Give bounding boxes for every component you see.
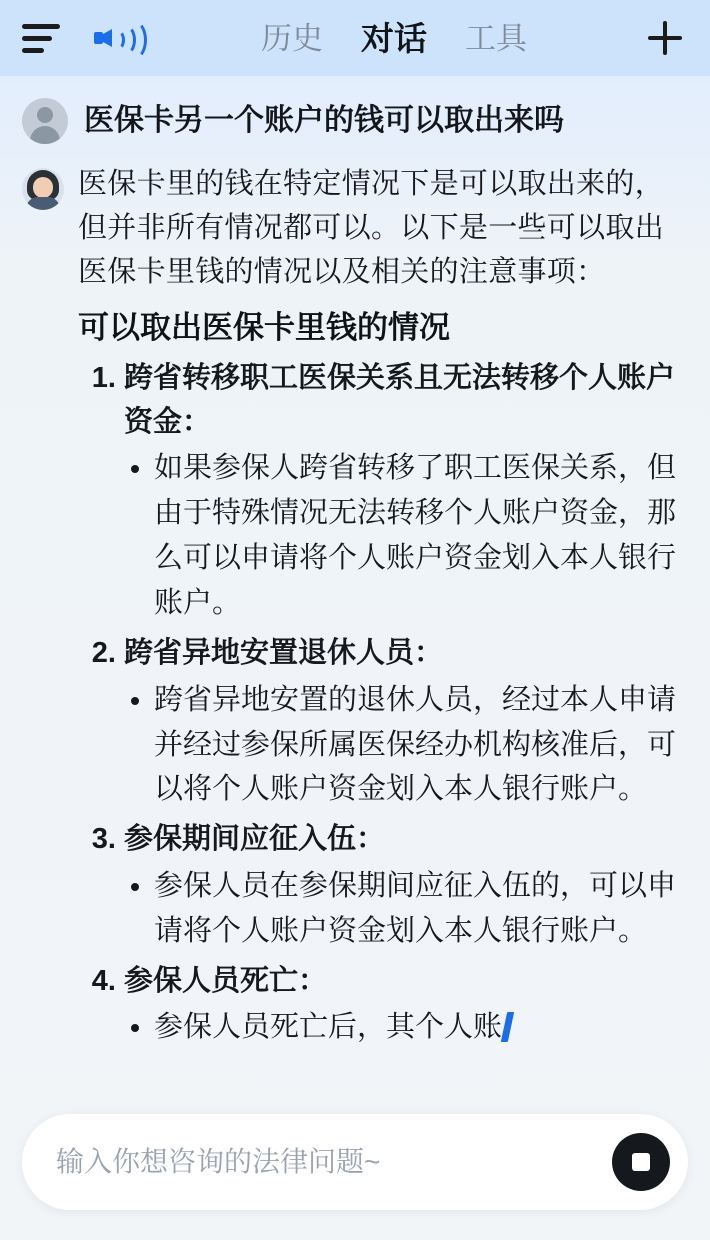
avatar-body	[26, 197, 60, 210]
list-item	[124, 960, 688, 1050]
speaker-volume-icon[interactable]	[94, 16, 146, 60]
user-avatar	[22, 98, 68, 144]
assistant-message-row	[22, 162, 688, 1056]
sub-list	[124, 446, 688, 626]
speaker-wave-3	[121, 20, 147, 60]
list-item-title: 跨省异地安置退休人员：	[124, 637, 444, 670]
sub-list	[124, 678, 688, 813]
list-item	[124, 357, 688, 626]
menu-line-2	[22, 36, 52, 41]
sub-list-item	[154, 1005, 688, 1050]
plus-icon[interactable]	[642, 15, 688, 61]
assistant-ordered-list	[78, 357, 688, 1050]
hamburger-menu-icon[interactable]	[22, 21, 64, 55]
user-message-text: 医保卡另一个账户的钱可以取出来吗	[84, 104, 564, 137]
sub-list-item-text: 参保人员死亡后，其个人账	[154, 1011, 503, 1044]
stop-generation-button[interactable]	[612, 1133, 670, 1191]
list-item-title: 跨省转移职工医保关系且无法转移个人账户资金：	[124, 362, 676, 438]
avatar-face	[33, 177, 53, 198]
user-message-row	[22, 98, 688, 144]
sub-list-item: • 如果参保人跨省转移了职工医保关系，但由于特殊情况无法转移个人账户资金，那么可以申请将个人账户资金划入本人银行账户。	[154, 446, 688, 626]
input-container[interactable]	[22, 1114, 688, 1210]
sub-list	[124, 864, 688, 954]
sub-list	[124, 1005, 688, 1050]
list-item-title: 参保期间应征入伍：	[124, 823, 386, 856]
menu-line-3	[22, 48, 44, 53]
assistant-message-content	[78, 162, 688, 1056]
tab-history[interactable]: 历史	[261, 20, 323, 56]
assistant-section-heading: 可以取出医保卡里钱的情况	[78, 310, 450, 346]
tab-bar	[146, 18, 642, 59]
speaker-cone	[96, 29, 112, 47]
list-item	[124, 632, 688, 812]
menu-line-1	[22, 24, 60, 29]
tab-chat[interactable]: 对话	[361, 19, 427, 57]
typing-cursor	[501, 1012, 514, 1042]
assistant-avatar	[22, 168, 64, 210]
assistant-intro-paragraph: 医保卡里的钱在特定情况下是可以取出来的，但并非所有情况都可以。以下是一些可以取出医保卡里钱的情况以及相关的注意事项：	[78, 168, 665, 289]
input-bar	[0, 1098, 710, 1240]
sub-list-item: • 跨省异地安置的退休人员，经过本人申请并经过参保所属医保经办机构核准后，可以将个人账户资金划入本人银行账户。	[154, 678, 688, 813]
message-input[interactable]	[54, 1145, 612, 1179]
sub-list-item: • 参保人员在参保期间应征入伍的，可以申请将个人账户资金划入本人银行账户。	[154, 864, 688, 954]
top-bar	[0, 0, 710, 76]
list-item-title: 参保人员死亡：	[124, 964, 328, 997]
tab-tools[interactable]: 工具	[465, 20, 527, 56]
stop-square-icon	[632, 1153, 650, 1171]
conversation-area	[0, 76, 710, 1098]
list-item	[124, 818, 688, 953]
